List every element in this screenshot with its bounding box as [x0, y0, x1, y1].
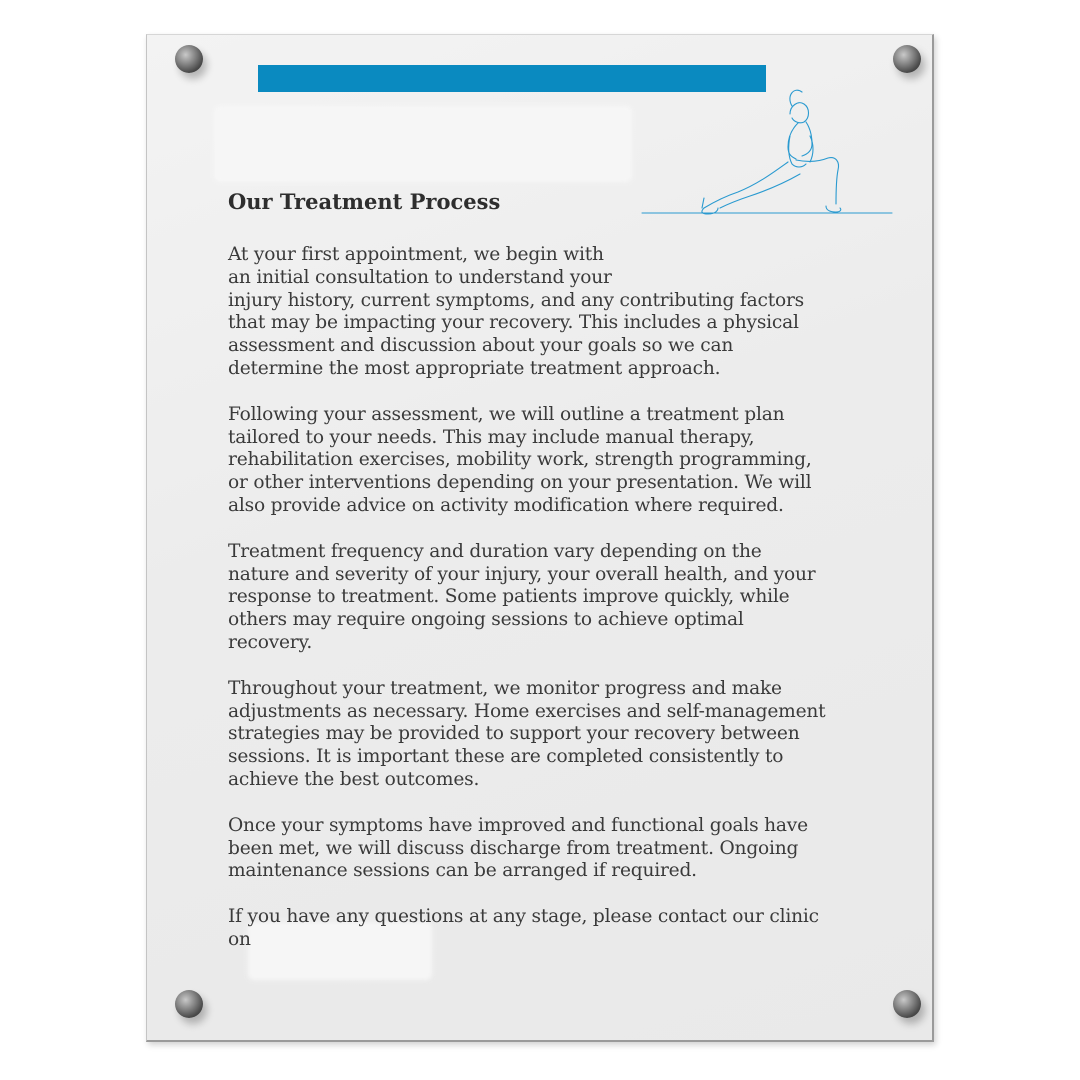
text-line: that may be impacting your recovery. This includes a physical — [228, 312, 799, 334]
text-line: been met, we will discuss discharge from treatment. Ongoing — [228, 837, 799, 859]
text-line: response to treatment. Some patients improve quickly, while — [228, 586, 790, 608]
text-line: adjustments as necessary. Home exercises and self-management — [228, 700, 826, 722]
text-line: or other interventions depending on your presentation. We will — [228, 472, 812, 494]
text-line: strategies may be provided to support your recovery between — [228, 723, 800, 745]
text-line: recovery. — [228, 631, 313, 653]
text-line: an initial consultation to understand your — [228, 266, 612, 288]
sign-content — [228, 186, 848, 975]
text-line: assessment and discussion about your goals so we can — [228, 335, 734, 357]
text-line: on — [228, 928, 251, 950]
text-line: Treatment frequency and duration vary depending on the — [228, 540, 762, 562]
redacted-area — [214, 106, 632, 182]
text-line: Throughout your treatment, we monitor progress and make — [228, 677, 782, 699]
text-line: sessions. It is important these are completed consistently to — [228, 746, 784, 768]
text-line: Once your symptoms have improved and functional goals have — [228, 814, 808, 836]
paragraph-progress — [228, 678, 848, 792]
text-line: Following your assessment, we will outline a treatment plan — [228, 403, 785, 425]
paragraph-first-appointment — [228, 244, 848, 381]
text-line: injury history, current symptoms, and any contributing factors — [228, 289, 805, 311]
text-line: nature and severity of your injury, your overall health, and your — [228, 563, 816, 585]
text-line: At your first appointment, we begin with — [228, 244, 604, 265]
standoff-bolt-icon — [175, 990, 203, 1018]
paragraph-frequency — [228, 541, 848, 655]
text-line: others may require ongoing sessions to achieve optimal — [228, 609, 744, 631]
text-line: tailored to your needs. This may include manual therapy, — [228, 426, 755, 448]
text-line: determine the most appropriate treatment approach. — [228, 357, 721, 379]
text-line: also provide advice on activity modification where required. — [228, 494, 784, 516]
standoff-bolt-icon — [175, 45, 203, 73]
text-line: If you have any questions at any stage, please contact our clinic — [228, 906, 819, 928]
text-line: achieve the best outcomes. — [228, 768, 480, 790]
paragraph-contact — [228, 906, 848, 952]
paragraph-treatment-plan — [228, 404, 848, 518]
paragraph-discharge — [228, 815, 848, 883]
standoff-bolt-icon — [893, 45, 921, 73]
text-line: rehabilitation exercises, mobility work, strength programming, — [228, 449, 812, 471]
standoff-bolt-icon — [893, 990, 921, 1018]
page-title: Our Treatment Process — [228, 189, 501, 214]
text-line: maintenance sessions can be arranged if required. — [228, 860, 697, 882]
